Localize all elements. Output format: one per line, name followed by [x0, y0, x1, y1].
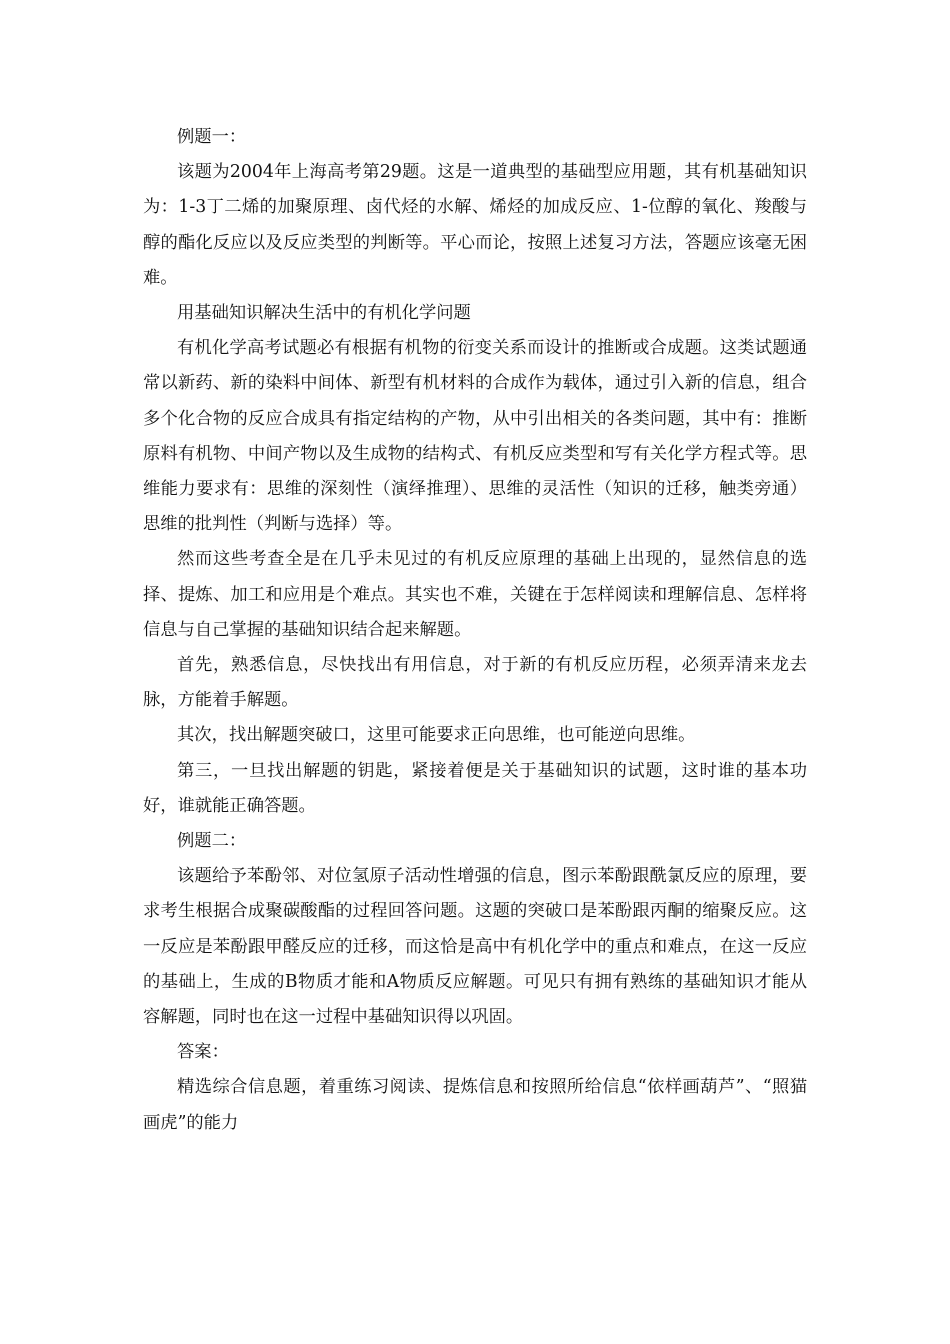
- heading-answer: 答案：: [177, 1042, 229, 1063]
- section-heading: 用基础知识解决生活中的有机化学问题: [177, 303, 471, 324]
- paragraph-intro: 有机化学高考试题必有根据有机物的衍变关系而设计的推断或合成题。这类试题通常以新药、新的染料中间体、新型有机材料的合成作为载体，通过引入新的信息，组合多个化合物的反应合成具有指定结构的产物，从中引出相关的各类问题，其中有：推断原料有机物、中间产物以及生成物的结构式、有机反应类型和写有关化学方程式等。思维能力要求有：思维的深刻性（演绎推理）、思维的灵活性（知识的迁移，触类旁通）思维的批判性（判断与选择）等。: [143, 338, 807, 535]
- paragraph-answer: 精选综合信息题，着重练习阅读、提炼信息和按照所给信息“依样画葫芦”、“照猫画虎”的能力: [143, 1077, 807, 1133]
- document-body: [143, 120, 807, 1141]
- paragraph-difficulty: 然而这些考查全是在几乎未见过的有机反应原理的基础上出现的，显然信息的选择、提炼、加工和应用是个难点。其实也不难，关键在于怎样阅读和理解信息、怎样将信息与自己掌握的基础知识结合起来解题。: [143, 549, 807, 640]
- paragraph-step-first: 首先，熟悉信息，尽快找出有用信息，对于新的有机反应历程，必须弄清来龙去脉，方能着手解题。: [143, 655, 807, 711]
- heading-example-one: 例题一：: [177, 127, 247, 147]
- paragraph-step-second: 其次，找出解题突破口，这里可能要求正向思维，也可能逆向思维。: [177, 725, 696, 746]
- paragraph-example-one-analysis: 该题为2004年上海高考第29题。这是一道典型的基础型应用题，其有机基础知识为：1-3丁二烯的加聚原理、卤代烃的水解、烯烃的加成反应、1-位醇的氧化、羧酸与醇的酯化反应以及反应类型的判断等。平心而论，按照上述复习方法，答题应该毫无困难。: [143, 162, 807, 288]
- paragraph-step-third: 第三，一旦找出解题的钥匙，紧接着便是关于基础知识的试题，这时谁的基本功好，谁就能正确答题。: [143, 760, 807, 816]
- paragraph-example-two-analysis: 该题给予苯酚邻、对位氢原子活动性增强的信息，图示苯酚跟酰氯反应的原理，要求考生根据合成聚碳酸酯的过程回答问题。这题的突破口是苯酚跟丙酮的缩聚反应。这一反应是苯酚跟甲醛反应的迁移，而这恰是高中有机化学中的重点和难点，在这一反应的基础上，生成的B物质才能和A物质反应解题。可见只有拥有熟练的基础知识才能从容解题，同时也在这一过程中基础知识得以巩固。: [143, 866, 807, 1028]
- heading-example-two: 例题二：: [177, 831, 247, 852]
